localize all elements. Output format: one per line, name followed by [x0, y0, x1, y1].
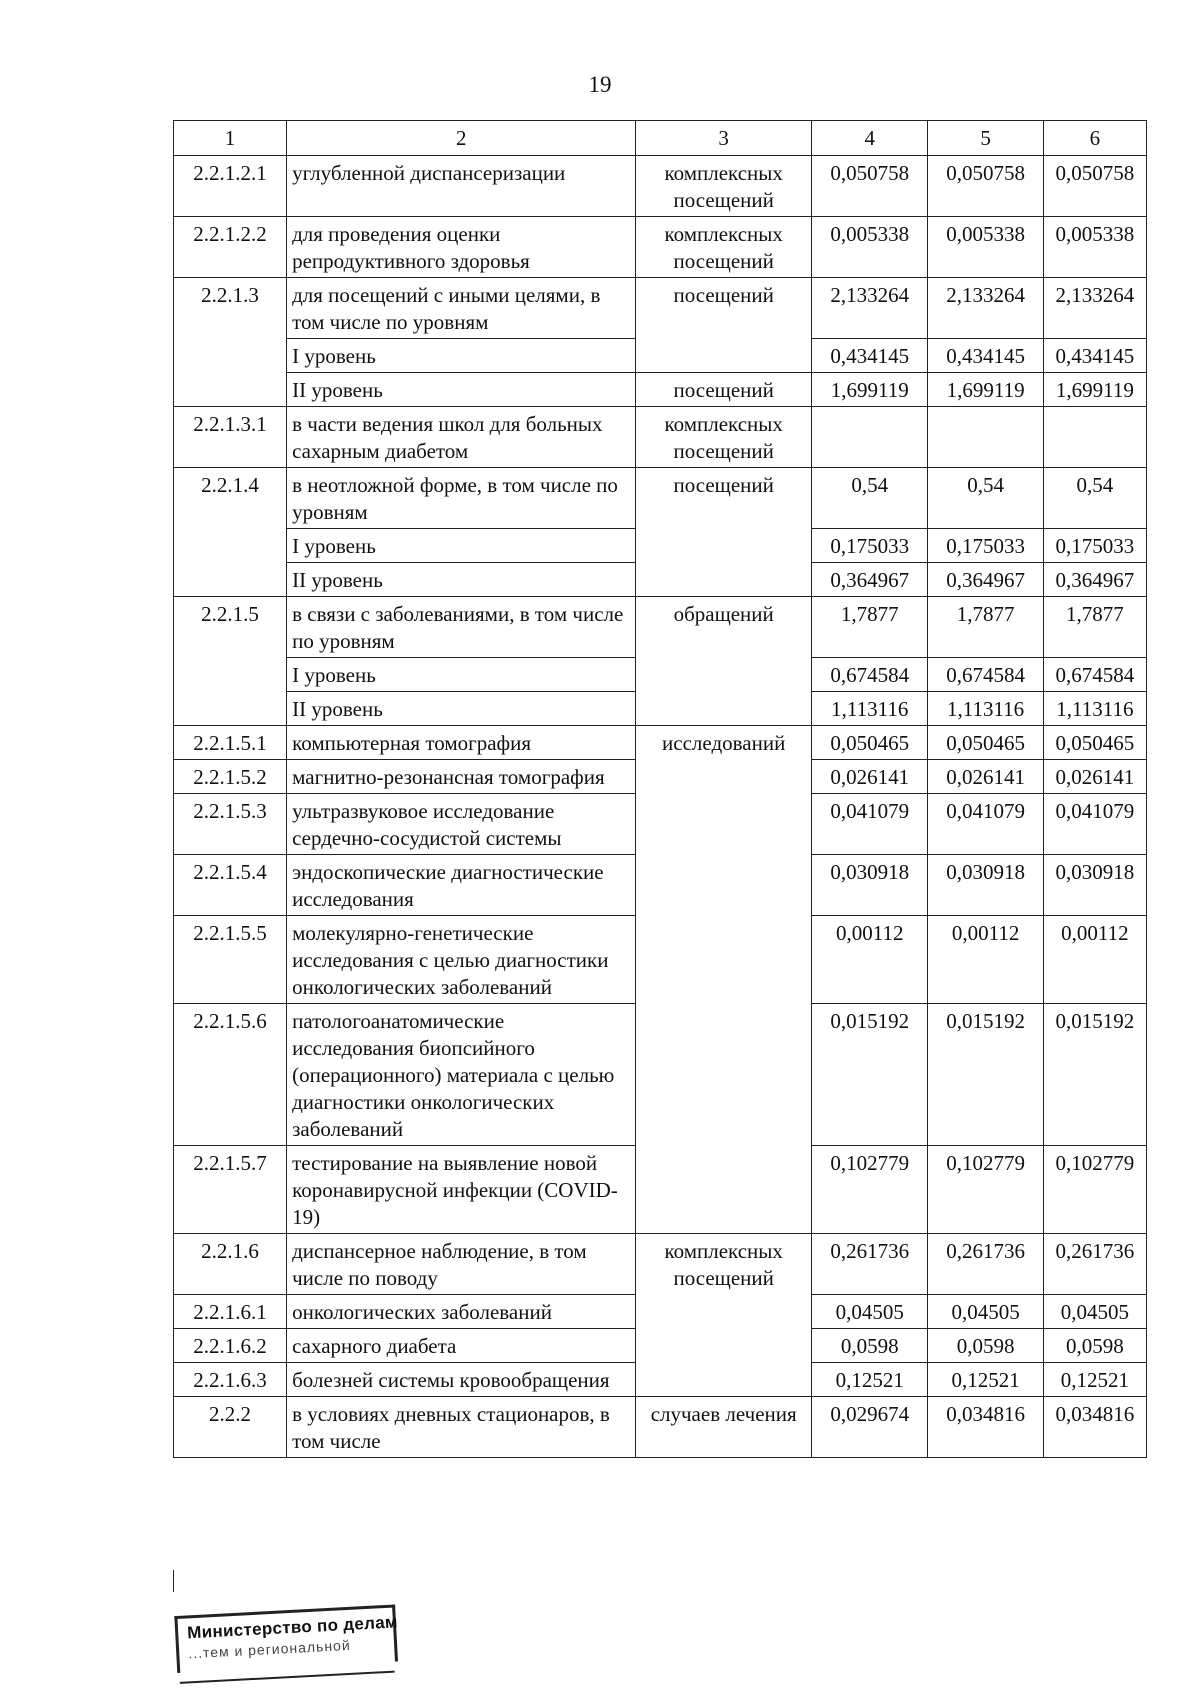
- value-col-5: 0,00112: [928, 916, 1043, 1004]
- value-col-6: 0,030918: [1043, 855, 1146, 916]
- row-unit: исследований: [636, 726, 812, 1234]
- row-name: I уровень: [287, 529, 636, 563]
- column-number-header: 6: [1043, 121, 1146, 156]
- column-number-header: 5: [928, 121, 1043, 156]
- stamp-line-1: Министерство по делам: [186, 1612, 399, 1643]
- continuation-line: [173, 1570, 174, 1592]
- value-col-4: 0,674584: [812, 658, 928, 692]
- value-col-5: 0,030918: [928, 855, 1043, 916]
- row-name: II уровень: [287, 373, 636, 407]
- table-row: [174, 726, 1147, 760]
- table-row: [174, 407, 1147, 468]
- row-name: патологоанатомические исследования биопсийного (операционного) материала с целью диагностики онкологических заболеваний: [287, 1004, 636, 1146]
- value-col-5: 0,0598: [928, 1329, 1043, 1363]
- value-col-4: [812, 407, 928, 468]
- value-col-5: 0,54: [928, 468, 1043, 529]
- value-col-5: 0,434145: [928, 339, 1043, 373]
- row-code: 2.2.1.6: [174, 1234, 287, 1295]
- row-code: 2.2.1.5.4: [174, 855, 287, 916]
- row-name: I уровень: [287, 658, 636, 692]
- row-name: в части ведения школ для больных сахарным диабетом: [287, 407, 636, 468]
- row-unit: комплексных посещений: [636, 217, 812, 278]
- row-name: болезней системы кровообращения: [287, 1363, 636, 1397]
- row-name: в связи с заболеваниями, в том числе по уровням: [287, 597, 636, 658]
- value-col-4: 0,54: [812, 468, 928, 529]
- row-code: 2.2.1.2.1: [174, 156, 287, 217]
- value-col-6: 1,699119: [1043, 373, 1146, 407]
- row-name: для посещений с иными целями, в том числе по уровням: [287, 278, 636, 339]
- value-col-4: 0,04505: [812, 1295, 928, 1329]
- value-col-6: 0,12521: [1043, 1363, 1146, 1397]
- row-name: II уровень: [287, 692, 636, 726]
- value-col-6: 0,434145: [1043, 339, 1146, 373]
- row-name: сахарного диабета: [287, 1329, 636, 1363]
- value-col-4: 0,102779: [812, 1146, 928, 1234]
- table-row: [174, 597, 1147, 658]
- ministry-stamp: [174, 1604, 407, 1686]
- value-col-5: 0,050758: [928, 156, 1043, 217]
- value-col-4: 0,0598: [812, 1329, 928, 1363]
- row-code: 2.2.1.5.3: [174, 794, 287, 855]
- value-col-5: [928, 407, 1043, 468]
- row-name: компьютерная томография: [287, 726, 636, 760]
- row-code: 2.2.1.6.2: [174, 1329, 287, 1363]
- row-code: 2.2.1.5.5: [174, 916, 287, 1004]
- value-col-4: 0,364967: [812, 563, 928, 597]
- value-col-5: 0,12521: [928, 1363, 1043, 1397]
- row-code: 2.2.1.5.6: [174, 1004, 287, 1146]
- value-col-4: 0,434145: [812, 339, 928, 373]
- row-name: для проведения оценки репродуктивного здоровья: [287, 217, 636, 278]
- row-code: 2.2.1.6.1: [174, 1295, 287, 1329]
- value-col-5: 0,015192: [928, 1004, 1043, 1146]
- value-col-5: 0,050465: [928, 726, 1043, 760]
- row-code: 2.2.1.5.2: [174, 760, 287, 794]
- value-col-4: 1,699119: [812, 373, 928, 407]
- value-col-6: 1,7877: [1043, 597, 1146, 658]
- row-unit: обращений: [636, 597, 812, 726]
- value-col-6: 0,00112: [1043, 916, 1146, 1004]
- value-col-5: 0,04505: [928, 1295, 1043, 1329]
- row-code: 2.2.1.6.3: [174, 1363, 287, 1397]
- row-code: 2.2.1.2.2: [174, 217, 287, 278]
- row-name: тестирование на выявление новой коронавирусной инфекции (COVID-19): [287, 1146, 636, 1234]
- page-number: 19: [588, 72, 612, 97]
- value-col-5: 0,005338: [928, 217, 1043, 278]
- row-name: в неотложной форме, в том числе по уровням: [287, 468, 636, 529]
- column-number-header: 2: [287, 121, 636, 156]
- row-name: молекулярно-генетические исследования с целью диагностики онкологических заболеваний: [287, 916, 636, 1004]
- value-col-5: 0,261736: [928, 1234, 1043, 1295]
- value-col-6: 0,034816: [1043, 1397, 1146, 1458]
- value-col-5: 0,034816: [928, 1397, 1043, 1458]
- value-col-6: 0,0598: [1043, 1329, 1146, 1363]
- value-col-4: 0,030918: [812, 855, 928, 916]
- row-code: 2.2.1.3.1: [174, 407, 287, 468]
- row-name: II уровень: [287, 563, 636, 597]
- value-col-4: 0,029674: [812, 1397, 928, 1458]
- value-col-4: 0,12521: [812, 1363, 928, 1397]
- value-col-6: 0,175033: [1043, 529, 1146, 563]
- value-col-6: 0,026141: [1043, 760, 1146, 794]
- row-unit: комплексных посещений: [636, 156, 812, 217]
- value-col-6: 0,102779: [1043, 1146, 1146, 1234]
- value-col-5: 1,113116: [928, 692, 1043, 726]
- value-col-6: 2,133264: [1043, 278, 1146, 339]
- column-number-header: 1: [174, 121, 287, 156]
- table-row: [174, 1234, 1147, 1295]
- row-unit: посещений: [636, 373, 812, 407]
- value-col-5: 0,102779: [928, 1146, 1043, 1234]
- value-col-5: 0,175033: [928, 529, 1043, 563]
- value-col-6: 0,261736: [1043, 1234, 1146, 1295]
- table-row: [174, 468, 1147, 529]
- row-unit: посещений: [636, 278, 812, 373]
- row-name: в условиях дневных стационаров, в том числе: [287, 1397, 636, 1458]
- column-number-header: 3: [636, 121, 812, 156]
- row-code: 2.2.1.5.7: [174, 1146, 287, 1234]
- value-col-5: 0,041079: [928, 794, 1043, 855]
- value-col-4: 1,113116: [812, 692, 928, 726]
- value-col-6: 0,364967: [1043, 563, 1146, 597]
- value-col-6: 0,04505: [1043, 1295, 1146, 1329]
- value-col-4: 0,015192: [812, 1004, 928, 1146]
- value-col-5: 1,699119: [928, 373, 1043, 407]
- indicators-table: [173, 120, 1147, 1458]
- row-name: ультразвуковое исследование сердечно-сосудистой системы: [287, 794, 636, 855]
- value-col-6: 0,041079: [1043, 794, 1146, 855]
- table-row: [174, 373, 1147, 407]
- value-col-4: 0,00112: [812, 916, 928, 1004]
- value-col-5: 0,674584: [928, 658, 1043, 692]
- value-col-5: 2,133264: [928, 278, 1043, 339]
- table-row: [174, 156, 1147, 217]
- row-code: 2.2.2: [174, 1397, 287, 1458]
- value-col-6: 0,050465: [1043, 726, 1146, 760]
- value-col-6: 0,050758: [1043, 156, 1146, 217]
- row-name: онкологических заболеваний: [287, 1295, 636, 1329]
- row-name: диспансерное наблюдение, в том числе по поводу: [287, 1234, 636, 1295]
- value-col-4: 0,175033: [812, 529, 928, 563]
- column-number-header: 4: [812, 121, 928, 156]
- value-col-4: 0,005338: [812, 217, 928, 278]
- value-col-5: 1,7877: [928, 597, 1043, 658]
- row-name: I уровень: [287, 339, 636, 373]
- value-col-6: 0,005338: [1043, 217, 1146, 278]
- table-header-row: [174, 121, 1147, 156]
- row-code: 2.2.1.3: [174, 278, 287, 407]
- value-col-4: 0,041079: [812, 794, 928, 855]
- row-name: углубленной диспансеризации: [287, 156, 636, 217]
- value-col-4: 0,050758: [812, 156, 928, 217]
- row-code: 2.2.1.5.1: [174, 726, 287, 760]
- row-code: 2.2.1.4: [174, 468, 287, 597]
- value-col-5: 0,026141: [928, 760, 1043, 794]
- value-col-6: [1043, 407, 1146, 468]
- value-col-6: 0,54: [1043, 468, 1146, 529]
- value-col-4: 1,7877: [812, 597, 928, 658]
- value-col-6: 0,015192: [1043, 1004, 1146, 1146]
- row-unit: случаев лечения: [636, 1397, 812, 1458]
- row-unit: комплексных посещений: [636, 1234, 812, 1397]
- value-col-5: 0,364967: [928, 563, 1043, 597]
- value-col-6: 0,674584: [1043, 658, 1146, 692]
- row-name: магнитно-резонансная томография: [287, 760, 636, 794]
- value-col-4: 0,261736: [812, 1234, 928, 1295]
- table-row: [174, 278, 1147, 339]
- table-row: [174, 1397, 1147, 1458]
- value-col-6: 1,113116: [1043, 692, 1146, 726]
- row-unit: посещений: [636, 468, 812, 597]
- row-code: 2.2.1.5: [174, 597, 287, 726]
- value-col-4: 0,050465: [812, 726, 928, 760]
- row-unit: комплексных посещений: [636, 407, 812, 468]
- row-name: эндоскопические диагностические исследования: [287, 855, 636, 916]
- value-col-4: 2,133264: [812, 278, 928, 339]
- value-col-4: 0,026141: [812, 760, 928, 794]
- table-row: [174, 217, 1147, 278]
- stamp-line-2: ...тем и региональной: [187, 1636, 352, 1662]
